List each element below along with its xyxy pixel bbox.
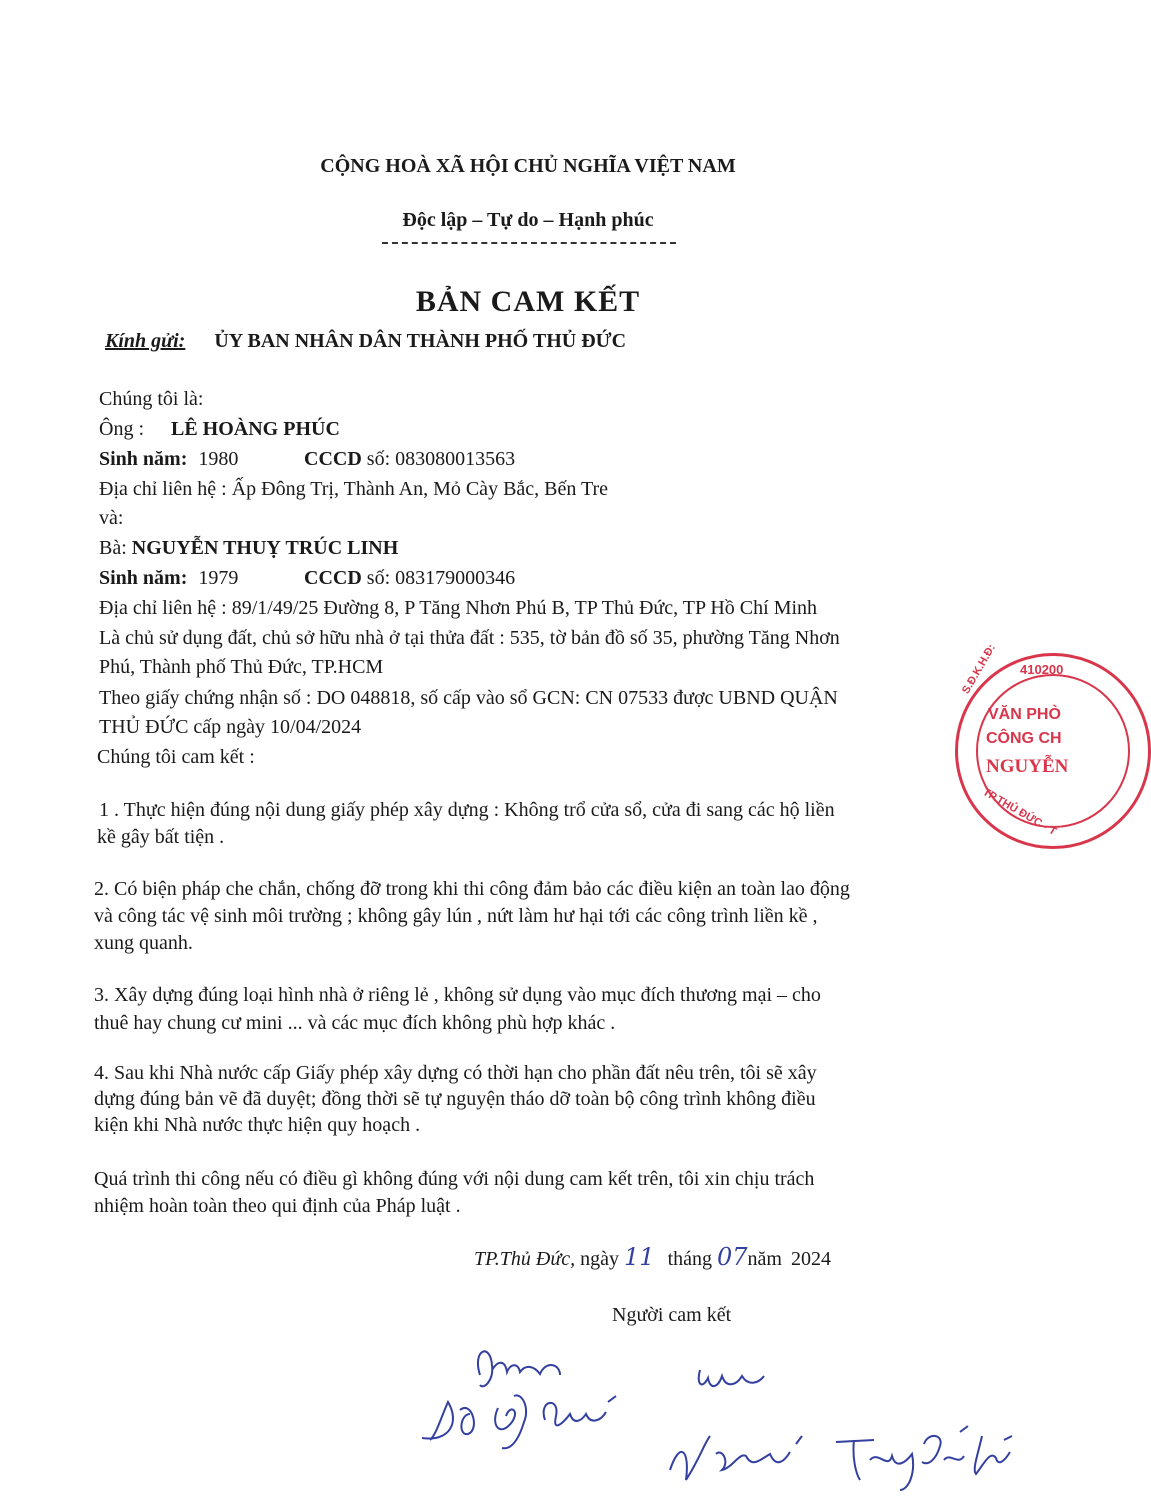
person2-id-line: [304, 565, 515, 591]
certificate-line-1: Theo giấy chứng nhận số : DO 048818, số cấp vào sổ GCN: CN 07533 được UBND QUẬN: [99, 687, 838, 709]
notary-stamp: [955, 642, 1151, 849]
person1-birth-line: [99, 446, 238, 472]
stamp-line-1: VĂN PHÒ: [988, 706, 1061, 723]
country-header: CỘNG HOÀ XÃ HỘI CHỦ NGHĨA VIỆT NAM: [320, 155, 736, 177]
item-2-line-1: 2. Có biện pháp che chắn, chống đỡ trong khi thi công đảm bảo các điều kiện an toàn lao động: [94, 878, 850, 900]
recipient-name: ỦY BAN NHÂN DÂN THÀNH PHỐ THỦ ĐỨC: [214, 330, 627, 352]
stamp-line-3: NGUYỄN: [986, 756, 1069, 777]
date-day-label: ngày: [580, 1248, 620, 1270]
person1-name-line: [99, 416, 340, 442]
person1-label: Ông :: [99, 418, 144, 440]
person2-id-label: CCCD: [304, 567, 362, 589]
person2-name: NGUYỄN THUỴ TRÚC LINH: [131, 537, 399, 559]
item-1-line-1: 1 . Thực hiện đúng nội dung giấy phép xây dựng : Không trổ cửa sổ, cửa đi sang các hộ liền: [99, 799, 835, 821]
stamp-top-ring: S.Đ.K.H.Đ:: [960, 642, 998, 696]
person1-name: LÊ HOÀNG PHÚC: [171, 418, 340, 440]
closing-line-1: Quá trình thi công nếu có điều gì không đúng với nội dung cam kết trên, tôi xin chịu trách: [94, 1168, 815, 1190]
person2-name-line: [99, 535, 398, 561]
signature-1-image: [410, 1330, 640, 1460]
person2-birth-year: 1979: [198, 567, 239, 589]
header-divider: [382, 242, 676, 244]
date-month: 07: [717, 1243, 748, 1271]
item-3-line-1: 3. Xây dựng đúng loại hình nhà ở riêng lẻ , không sử dụng vào mục đích thương mại – cho: [94, 984, 821, 1006]
date-place: TP.Thủ Đức,: [474, 1248, 576, 1270]
date-year-label: năm: [747, 1248, 782, 1270]
signer-label: Người cam kết: [612, 1304, 732, 1326]
item-4-line-3: kiện khi Nhà nước thực hiện quy hoạch .: [94, 1114, 421, 1136]
person2-id-value: số: 083179000346: [366, 567, 516, 589]
and-text: và:: [99, 507, 124, 529]
stamp-line-2: CÔNG CH: [986, 730, 1062, 747]
stamp-bottom-ring: TP.THỦ ĐỨC - T: [980, 786, 1059, 838]
person2-birth-label: Sinh năm:: [99, 567, 188, 589]
item-3-line-2: thuê hay chung cư mini ... và các mục đích không phù hợp khác .: [94, 1012, 616, 1034]
signature-2-image: [660, 1340, 1020, 1500]
person1-birth-year: 1980: [198, 448, 239, 470]
closing-line-2: nhiệm hoàn toàn theo qui định của Pháp luật .: [94, 1195, 461, 1217]
person2-birth-line: [99, 565, 238, 591]
item-2-line-3: xung quanh.: [94, 932, 193, 954]
land-line-2: Phú, Thành phố Thủ Đức, TP.HCM: [99, 656, 384, 678]
date-day: 11: [624, 1243, 655, 1271]
person1-id-value: số: 083080013563: [366, 448, 516, 470]
person1-address: Địa chỉ liên hệ : Ấp Đông Trị, Thành An, Mỏ Cày Bắc, Bến Tre: [99, 478, 609, 500]
person1-id-line: [304, 446, 515, 472]
person2-address: Địa chỉ liên hệ : 89/1/49/25 Đường 8, P Tăng Nhơn Phú B, TP Thủ Đức, TP Hồ Chí Minh: [99, 597, 818, 619]
item-4-line-1: 4. Sau khi Nhà nước cấp Giấy phép xây dựng có thời hạn cho phần đất nêu trên, tôi sẽ xây: [94, 1062, 817, 1084]
date-year: 2024: [790, 1248, 831, 1270]
intro-text: Chúng tôi là:: [99, 388, 204, 410]
motto: Độc lập – Tự do – Hạnh phúc: [402, 209, 654, 231]
certificate-line-2: THỦ ĐỨC cấp ngày 10/04/2024: [99, 716, 362, 738]
document-title: BẢN CAM KẾT: [415, 285, 641, 318]
person1-birth-label: Sinh năm:: [99, 448, 188, 470]
recipient-label: Kính gửi:: [105, 330, 186, 352]
recipient-line: [105, 328, 626, 354]
date-month-label: tháng: [667, 1248, 712, 1270]
commit-intro: Chúng tôi cam kết :: [97, 746, 255, 768]
date-line: [474, 1244, 831, 1272]
stamp-code: 410200: [1020, 662, 1064, 677]
item-1-line-2: kề gây bất tiện .: [97, 826, 225, 848]
land-line-1: Là chủ sử dụng đất, chủ sở hữu nhà ở tại thửa đất : 535, tờ bản đồ số 35, phường Tăng Nhơn: [99, 627, 840, 649]
person1-id-label: CCCD: [304, 448, 362, 470]
person2-label: Bà:: [99, 537, 127, 559]
item-2-line-2: và công tác vệ sinh môi trường ; không gây lún , nứt làm hư hại tới các công trình liền kề ,: [94, 905, 818, 927]
item-4-line-2: dựng đúng bản vẽ đã duyệt; đồng thời sẽ tự nguyện tháo dỡ toàn bộ công trình không điều: [94, 1088, 816, 1110]
